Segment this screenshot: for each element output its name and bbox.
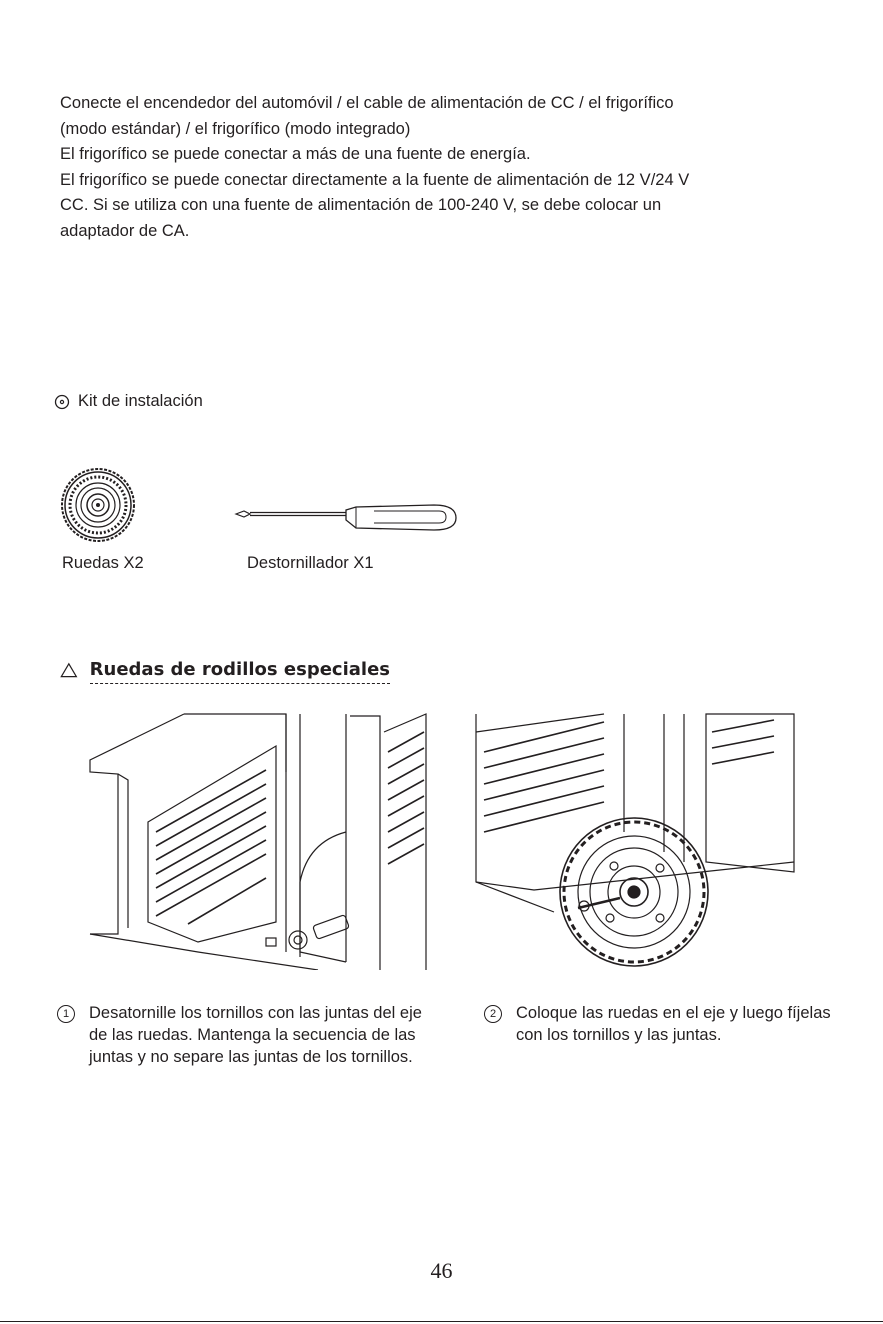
screwdriver-caption: Destornillador X1 [247, 554, 374, 572]
page-number: 46 [430, 1258, 453, 1283]
intro-line: El frigorífico se puede conectar a más de una fuente de energía. [60, 145, 531, 163]
wheel-mounted-illustration [474, 712, 796, 968]
intro-text [60, 91, 840, 244]
axle-illustration [88, 712, 428, 970]
step-2 [484, 1002, 844, 1046]
intro-line: El frigorífico se puede conectar directamente a la fuente de alimentación de 12 V/24 V [60, 170, 690, 189]
step-1 [57, 1002, 437, 1068]
step-number: 2 [484, 1005, 502, 1023]
step-text: Desatornille los tornillos con las juntas del eje de las ruedas. Mantenga la secuencia de las juntas y no separe las juntas de los tornillos. [89, 1004, 422, 1066]
intro-line: adaptador de CA. [60, 221, 190, 240]
intro-line: Conecte el encendedor del automóvil / el cable de alimentación de CC / el frigorífico [60, 94, 674, 112]
wheel-icon [60, 467, 136, 543]
section-heading [60, 659, 390, 684]
intro-line: (modo estándar) / el frigorífico (modo integrado) [60, 119, 411, 138]
screwdriver-icon [234, 496, 458, 538]
intro-line: CC. Si se utiliza con una fuente de alimentación de 100-240 V, se debe colocar un [60, 196, 662, 214]
warning-triangle-icon [60, 661, 78, 679]
step-text: Coloque las ruedas en el eje y luego fíjelas con los tornillos y las juntas. [516, 1004, 831, 1044]
kit-heading [54, 392, 203, 411]
clock-circle-icon [54, 394, 70, 410]
section-title: Ruedas de rodillos especiales [90, 659, 390, 684]
kit-heading-label: Kit de instalación [78, 392, 203, 410]
wheels-caption: Ruedas X2 [62, 554, 144, 572]
bottom-rule [0, 1321, 883, 1322]
step-number: 1 [57, 1005, 75, 1023]
